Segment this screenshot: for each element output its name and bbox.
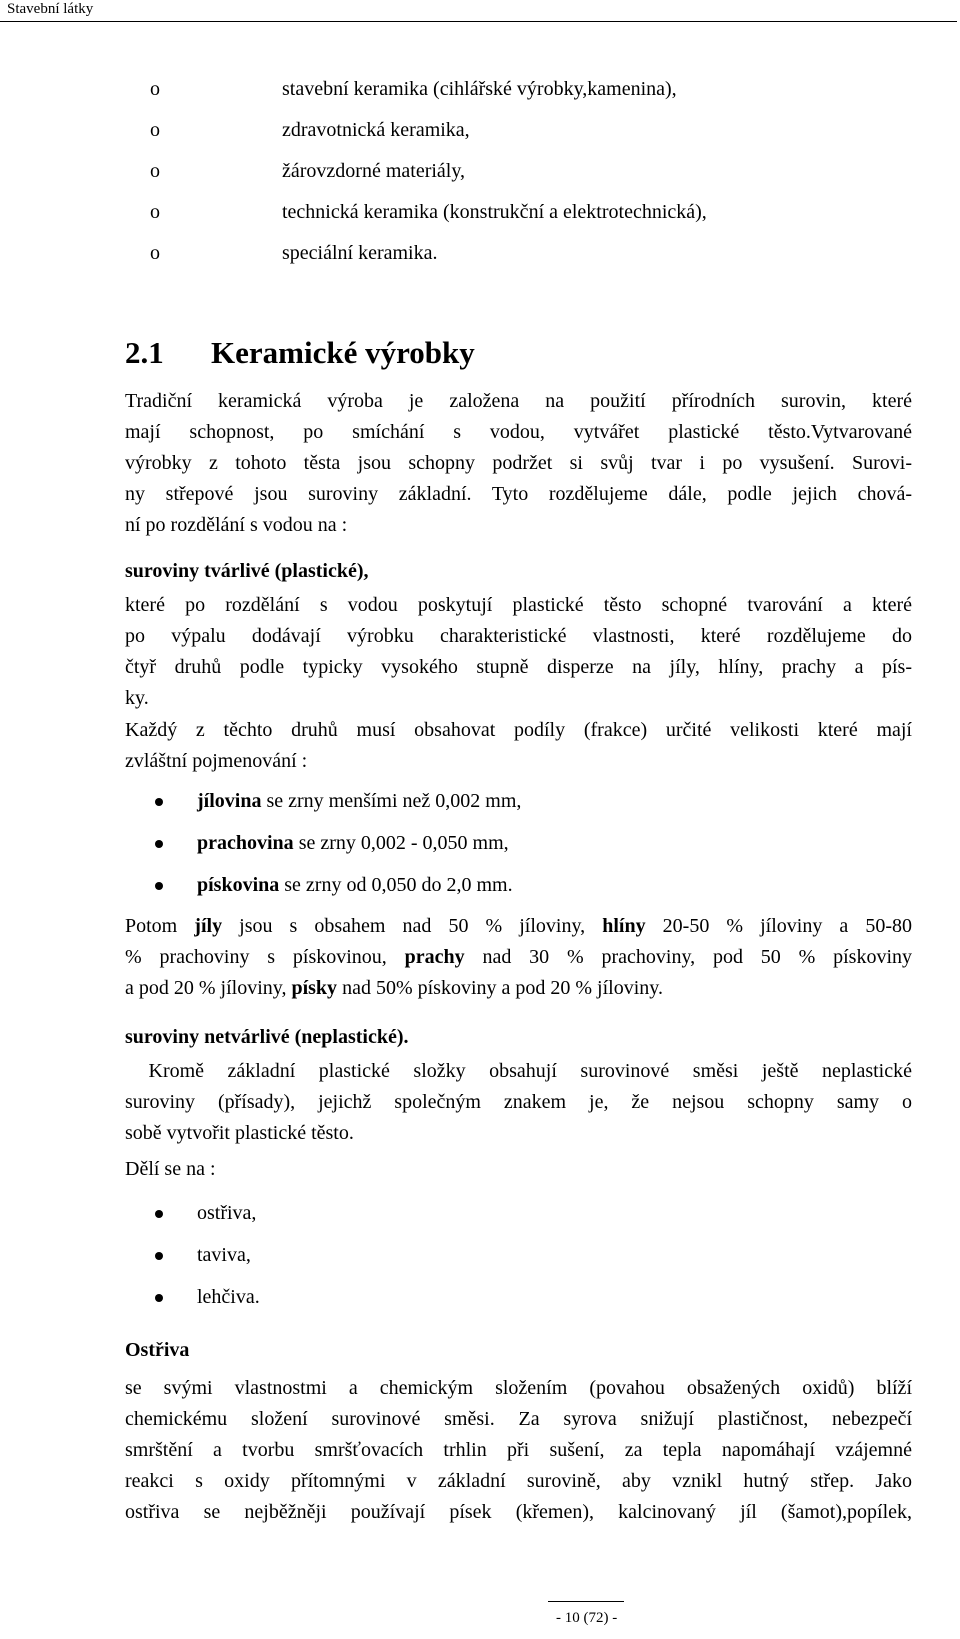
list-marker: o: [150, 201, 160, 223]
bullet-icon: [155, 1252, 163, 1260]
ceramic-types-list: [150, 74, 707, 279]
list-marker: o: [150, 78, 160, 100]
bullet-icon: [155, 882, 163, 890]
divide-label: Dělí se na :: [125, 1158, 216, 1180]
list-item: taviva,: [155, 1240, 260, 1282]
bullet-icon: [155, 798, 163, 806]
nonplastic-paragraph: Kromě základní plastické složky obsahují surovinové směsi ještě neplastické suroviny (přísady), jejichž společným znakem je, že nejsou schopny samy o sobě vytvořit plastické těsto.: [125, 1060, 912, 1144]
bullet-icon: [155, 1210, 163, 1218]
bullet-icon: [155, 840, 163, 848]
plastic-paragraph: které po rozdělání s vodou poskytují plastické těsto schopné tvarování a které po výpalu dodávají výrobku charakteristické vlastnosti, které rozdělujeme do čtyř druhů podle typicky vysokého stupně disperze na jíly, hlíny, prachy a pís- ky.: [125, 594, 912, 709]
list-item: o stavební keramika (cihlářské výrobky,kamenina),: [150, 74, 707, 115]
list-item: o speciální keramika.: [150, 238, 707, 279]
intro-paragraph: Tradiční keramická výroba je založena na použití přírodních surovin, které mají schopnost, po smíchání s vodou, vytvářet plastické těsto.Vytvarované výrobky z tohoto těsta jsou schopny podržet si svůj tvar i po vysušení. Surovi- ny střepové jsou suroviny základní. Tyto rozdělujeme dále, podle jejich chová- ní po rozdělání s vodou na :: [125, 390, 912, 536]
fraction-paragraph: Každý z těchto druhů musí obsahovat podíly (frakce) určité velikosti které mají zvláštní pojmenování :: [125, 719, 912, 772]
header-title: Stavební látky: [7, 1, 94, 17]
list-marker: o: [150, 160, 160, 182]
fraction-list: [155, 786, 521, 912]
ostriva-heading: Ostřiva: [125, 1339, 190, 1361]
classification-paragraph: Potom jíly jsou s obsahem nad 50 % jíloviny, hlíny 20-50 % jíloviny a 50-80 % prachoviny s pískovinou, prachy nad 30 % prachoviny, pod 50 % pískoviny a pod 20 % jíloviny, písky nad 50% pískoviny a pod 20 % jíloviny.: [125, 915, 912, 999]
list-marker: o: [150, 119, 160, 141]
list-marker: o: [150, 242, 160, 264]
list-item: o žárovzdorné materiály,: [150, 156, 707, 197]
page-header: [0, 0, 957, 22]
list-item: o technická keramika (konstrukční a elektrotechnická),: [150, 197, 707, 238]
footer-rule: [548, 1601, 624, 1602]
nonplastic-heading: suroviny netvárlivé (neplastické).: [125, 1026, 409, 1048]
section-number: 2.1: [125, 335, 164, 370]
bullet-icon: [155, 1294, 163, 1302]
list-item: prachovina se zrny 0,002 - 0,050 mm,: [155, 828, 521, 870]
list-item: lehčiva.: [155, 1282, 260, 1324]
plastic-heading: suroviny tvárlivé (plastické),: [125, 560, 369, 582]
nonplastic-kinds-list: [155, 1198, 260, 1324]
page-number: - 10 (72) -: [556, 1610, 618, 1626]
list-item: ostřiva,: [155, 1198, 260, 1240]
ostriva-paragraph: se svými vlastnostmi a chemickým složením (povahou obsažených oxidů) blíží chemickému složení surovinové směsi. Za syrova snižují plastičnost, nebezpečí smrštění a tvorbu smršťovacích trhlin při sušení, za tepla napomáhají vzájemné reakci s oxidy přítomnými v základní surovině, aby vznikl hutný střep. Jako ostřiva se nejběžněji používají písek (křemen), kalcinovaný jíl (šamot),popílek,: [125, 1377, 912, 1523]
section-title: Keramické výrobky: [211, 335, 475, 370]
list-item: pískovina se zrny od 0,050 do 2,0 mm.: [155, 870, 521, 912]
list-item: jílovina se zrny menšími než 0,002 mm,: [155, 786, 521, 828]
list-item: o zdravotnická keramika,: [150, 115, 707, 156]
section-heading: [125, 335, 475, 371]
